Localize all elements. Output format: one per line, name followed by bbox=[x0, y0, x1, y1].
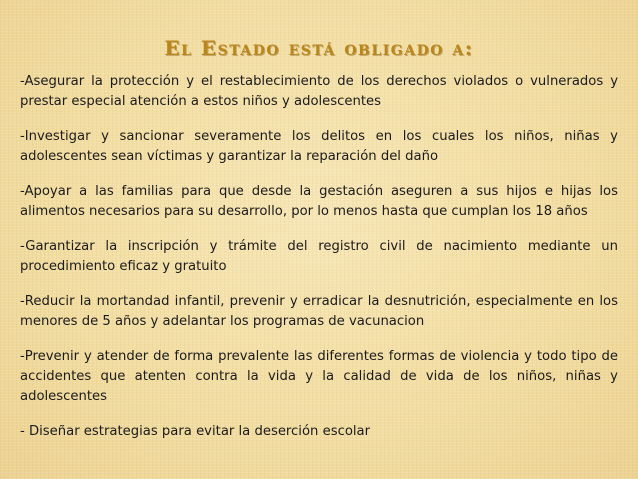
list-item: -Prevenir y atender de forma prevalente las diferentes formas de violencia y todo tipo de accidentes que atenten contra la vida y la calidad de vida de los niños, niñas y adolescentes bbox=[20, 349, 618, 404]
list-item: -Garantizar la inscripción y trámite del registro civil de nacimiento mediante un procedimiento eficaz y gratuito bbox=[20, 239, 618, 274]
list-item: -Apoyar a las familias para que desde la gestación aseguren a sus hijos e hijas los alimentos necesarios para su desarrollo, por lo menos hasta que cumplan los 18 años bbox=[20, 184, 618, 219]
slide-title: El Estado está obligado a: bbox=[164, 36, 474, 60]
list-item: -Reducir la mortandad infantil, prevenir y erradicar la desnutrición, especialmente en los menores de 5 años y adelantar los programas de vacunacion bbox=[20, 294, 618, 329]
slide-content bbox=[20, 72, 618, 457]
list-item: -Investigar y sancionar severamente los delitos en los cuales los niños, niñas y adolescentes sean víctimas y garantizar la reparación del daño bbox=[20, 129, 618, 164]
list-item: - Diseñar estrategias para evitar la deserción escolar bbox=[20, 424, 371, 439]
list-item: -Asegurar la protección y el restablecimiento de los derechos violados o vulnerados y prestar especial atención a estos niños y adolescentes bbox=[20, 74, 618, 109]
